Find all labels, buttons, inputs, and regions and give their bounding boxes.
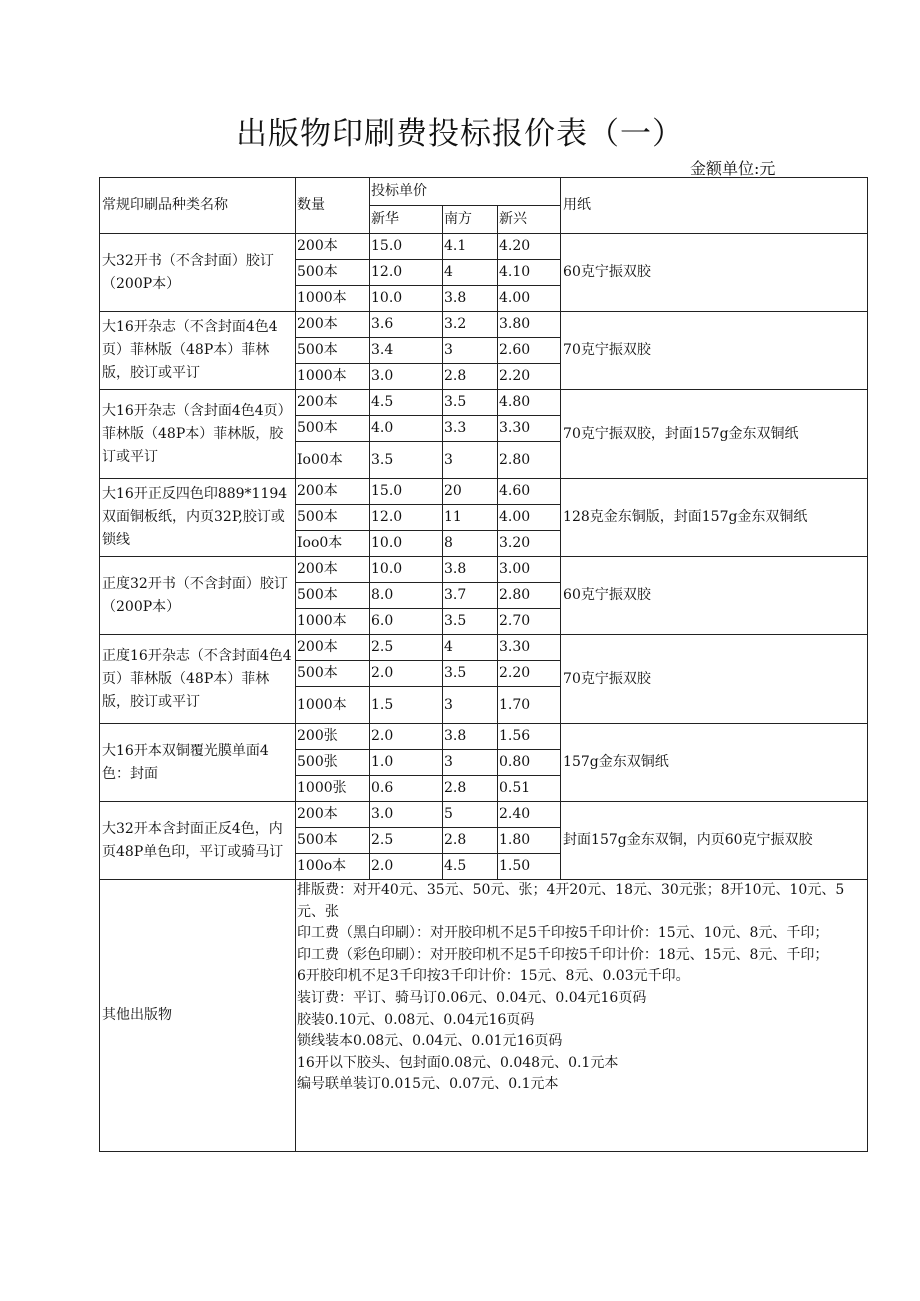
page-title: 出版物印刷费投标报价表（一） xyxy=(236,116,684,152)
category-cell: 大32开本含封面正反4色，内页48P单色印，平订或骑马订 xyxy=(100,802,296,880)
quantity-cell: 500本 xyxy=(296,661,370,687)
price-xinhua-cell: 4.0 xyxy=(370,416,443,442)
paper-cell: 封面157g金东双铜，内页60克宁振双胶 xyxy=(561,802,868,880)
price-xinhua-cell: 10.0 xyxy=(370,531,443,557)
price-nanfang-cell: 3.8 xyxy=(443,724,498,750)
price-xinhua-cell: 10.0 xyxy=(370,557,443,583)
price-xinhua-cell: 1.0 xyxy=(370,750,443,776)
paper-cell: 60克宁振双胶 xyxy=(561,234,868,312)
price-xinhua-cell: 2.5 xyxy=(370,635,443,661)
price-xinxing-cell: 4.20 xyxy=(498,234,561,260)
other-fee-line: 排版费：对开40元、35元、50元、张；4开20元、18元、30元张；8开10元、10元、5元、张 xyxy=(297,882,845,920)
header-quantity: 数量 xyxy=(296,178,370,234)
category-cell: 正度16开杂志（不含封面4色4页）菲林版（48P本）菲林版，胶订或平订 xyxy=(100,635,296,724)
price-xinxing-cell: 1.50 xyxy=(498,854,561,880)
other-fee-line: 印工费（黑白印刷）：对开胶印机不足5千印按5千印计价：15元、10元、8元、千印； xyxy=(297,925,829,942)
price-nanfang-cell: 11 xyxy=(443,505,498,531)
other-fee-line: 胶装0.10元、0.08元、0.04元16页码 xyxy=(297,1011,535,1028)
quantity-cell: 1000本 xyxy=(296,286,370,312)
quantity-cell: 500张 xyxy=(296,750,370,776)
quantity-cell: 200本 xyxy=(296,234,370,260)
table-row xyxy=(100,557,868,583)
other-fee-line: 锁线装本0.08元、0.04元、0.01元16页码 xyxy=(297,1033,563,1050)
quantity-cell: 500本 xyxy=(296,338,370,364)
price-nanfang-cell: 3 xyxy=(443,750,498,776)
price-xinxing-cell: 3.20 xyxy=(498,531,561,557)
quantity-cell: 500本 xyxy=(296,260,370,286)
header-category: 常规印刷品种类名称 xyxy=(100,178,296,234)
quantity-cell: 200本 xyxy=(296,312,370,338)
price-xinxing-cell: 4.80 xyxy=(498,390,561,416)
table-row xyxy=(100,635,868,661)
price-xinhua-cell: 2.5 xyxy=(370,828,443,854)
quantity-cell: 500本 xyxy=(296,583,370,609)
quantity-cell: 1000本 xyxy=(296,364,370,390)
other-fee-line: 6开胶印机不足3千印按3千印计价：15元、8元、0.03元千印。 xyxy=(297,968,690,985)
price-nanfang-cell: 3.5 xyxy=(443,609,498,635)
quantity-cell: 200本 xyxy=(296,635,370,661)
other-publications-row xyxy=(100,880,868,1152)
table-row xyxy=(100,724,868,750)
price-xinhua-cell: 2.0 xyxy=(370,724,443,750)
header-vendor-xinhua: 新华 xyxy=(370,206,443,234)
price-nanfang-cell: 3.8 xyxy=(443,286,498,312)
price-nanfang-cell: 3 xyxy=(443,687,498,724)
price-xinhua-cell: 10.0 xyxy=(370,286,443,312)
header-paper: 用纸 xyxy=(561,178,868,234)
other-fee-line: 装订费：平订、骑马订0.06元、0.04元、0.04元16页码 xyxy=(297,989,647,1006)
price-nanfang-cell: 3.5 xyxy=(443,390,498,416)
quantity-cell: 200本 xyxy=(296,390,370,416)
price-nanfang-cell: 2.8 xyxy=(443,828,498,854)
other-category-cell: 其他出版物 xyxy=(100,880,296,1152)
price-xinhua-cell: 15.0 xyxy=(370,479,443,505)
table-row xyxy=(100,479,868,505)
price-nanfang-cell: 4 xyxy=(443,260,498,286)
price-xinhua-cell: 4.5 xyxy=(370,390,443,416)
amount-unit-label: 金额单位:元 xyxy=(690,159,776,178)
price-xinxing-cell: 1.70 xyxy=(498,687,561,724)
price-xinhua-cell: 6.0 xyxy=(370,609,443,635)
header-row xyxy=(100,178,868,206)
price-xinxing-cell: 2.80 xyxy=(498,442,561,479)
table-row xyxy=(100,390,868,416)
price-xinhua-cell: 15.0 xyxy=(370,234,443,260)
price-xinxing-cell: 3.80 xyxy=(498,312,561,338)
price-xinhua-cell: 2.0 xyxy=(370,854,443,880)
header-vendor-xinxing: 新兴 xyxy=(498,206,561,234)
quantity-cell: 500本 xyxy=(296,505,370,531)
price-nanfang-cell: 3.5 xyxy=(443,661,498,687)
price-xinxing-cell: 4.00 xyxy=(498,505,561,531)
category-cell: 大16开杂志（不含封面4色4页）菲林版（48P本）菲林版，胶订或平订 xyxy=(100,312,296,390)
price-xinxing-cell: 2.80 xyxy=(498,583,561,609)
price-nanfang-cell: 4.5 xyxy=(443,854,498,880)
price-xinxing-cell: 2.40 xyxy=(498,802,561,828)
quantity-cell: 1000本 xyxy=(296,687,370,724)
bid-price-table xyxy=(99,177,868,1152)
price-xinxing-cell: 1.80 xyxy=(498,828,561,854)
quantity-cell: 1000张 xyxy=(296,776,370,802)
category-cell: 大16开本双铜覆光膜单面4色：封面 xyxy=(100,724,296,802)
price-xinhua-cell: 3.4 xyxy=(370,338,443,364)
price-nanfang-cell: 3.7 xyxy=(443,583,498,609)
table-row xyxy=(100,312,868,338)
price-xinxing-cell: 4.00 xyxy=(498,286,561,312)
table-row xyxy=(100,802,868,828)
price-xinhua-cell: 3.6 xyxy=(370,312,443,338)
quantity-cell: Ioo0本 xyxy=(296,531,370,557)
price-nanfang-cell: 8 xyxy=(443,531,498,557)
paper-cell: 128克金东铜版，封面157g金东双铜纸 xyxy=(561,479,868,557)
quantity-cell: 200本 xyxy=(296,802,370,828)
price-xinxing-cell: 3.30 xyxy=(498,416,561,442)
price-nanfang-cell: 2.8 xyxy=(443,364,498,390)
paper-cell: 157g金东双铜纸 xyxy=(561,724,868,802)
category-cell: 大16开正反四色印889*1194双面铜板纸，内页32P,胶订或锁线 xyxy=(100,479,296,557)
other-fees-cell xyxy=(296,880,868,1152)
price-xinxing-cell: 2.20 xyxy=(498,364,561,390)
price-xinhua-cell: 3.0 xyxy=(370,802,443,828)
price-xinhua-cell: 3.5 xyxy=(370,442,443,479)
paper-cell: 70克宁振双胶 xyxy=(561,635,868,724)
price-nanfang-cell: 3 xyxy=(443,338,498,364)
price-xinxing-cell: 2.60 xyxy=(498,338,561,364)
price-nanfang-cell: 5 xyxy=(443,802,498,828)
other-fee-line: 编号联单装订0.015元、0.07元、0.1元本 xyxy=(297,1076,559,1093)
price-nanfang-cell: 3 xyxy=(443,442,498,479)
other-fee-line: 印工费（彩色印刷）：对开胶印机不足5千印按5千印计价：18元、15元、8元、千印； xyxy=(297,946,829,963)
price-xinxing-cell: 2.70 xyxy=(498,609,561,635)
price-xinhua-cell: 0.6 xyxy=(370,776,443,802)
quantity-cell: 500本 xyxy=(296,828,370,854)
price-nanfang-cell: 4.1 xyxy=(443,234,498,260)
price-xinhua-cell: 1.5 xyxy=(370,687,443,724)
table-row xyxy=(100,234,868,260)
category-cell: 大32开书（不含封面）胶订（200P本） xyxy=(100,234,296,312)
price-xinxing-cell: 0.80 xyxy=(498,750,561,776)
paper-cell: 70克宁振双胶，封面157g金东双铜纸 xyxy=(561,390,868,479)
paper-cell: 70克宁振双胶 xyxy=(561,312,868,390)
price-xinhua-cell: 3.0 xyxy=(370,364,443,390)
price-xinxing-cell: 3.00 xyxy=(498,557,561,583)
paper-cell: 60克宁振双胶 xyxy=(561,557,868,635)
price-nanfang-cell: 3.8 xyxy=(443,557,498,583)
price-nanfang-cell: 3.3 xyxy=(443,416,498,442)
quantity-cell: 200张 xyxy=(296,724,370,750)
price-nanfang-cell: 2.8 xyxy=(443,776,498,802)
price-xinhua-cell: 12.0 xyxy=(370,505,443,531)
category-cell: 大16开杂志（含封面4色4页）菲林版（48P本）菲林版，胶订或平订 xyxy=(100,390,296,479)
quantity-cell: 200本 xyxy=(296,479,370,505)
price-xinxing-cell: 0.51 xyxy=(498,776,561,802)
quantity-cell: 500本 xyxy=(296,416,370,442)
header-bid-price: 投标单价 xyxy=(370,178,561,206)
quantity-cell: Io00本 xyxy=(296,442,370,479)
price-xinhua-cell: 12.0 xyxy=(370,260,443,286)
price-xinxing-cell: 4.10 xyxy=(498,260,561,286)
quantity-cell: 1000本 xyxy=(296,609,370,635)
price-xinxing-cell: 1.56 xyxy=(498,724,561,750)
price-nanfang-cell: 4 xyxy=(443,635,498,661)
category-cell: 正度32开书（不含封面）胶订（200P本） xyxy=(100,557,296,635)
quantity-cell: 200本 xyxy=(296,557,370,583)
price-xinxing-cell: 4.60 xyxy=(498,479,561,505)
quantity-cell: 100o本 xyxy=(296,854,370,880)
other-fee-line: 16开以下胶头、包封面0.08元、0.048元、0.1元本 xyxy=(297,1054,619,1071)
price-xinhua-cell: 2.0 xyxy=(370,661,443,687)
header-vendor-nanfang: 南方 xyxy=(443,206,498,234)
price-xinxing-cell: 3.30 xyxy=(498,635,561,661)
price-nanfang-cell: 3.2 xyxy=(443,312,498,338)
price-nanfang-cell: 20 xyxy=(443,479,498,505)
price-xinhua-cell: 8.0 xyxy=(370,583,443,609)
price-xinxing-cell: 2.20 xyxy=(498,661,561,687)
